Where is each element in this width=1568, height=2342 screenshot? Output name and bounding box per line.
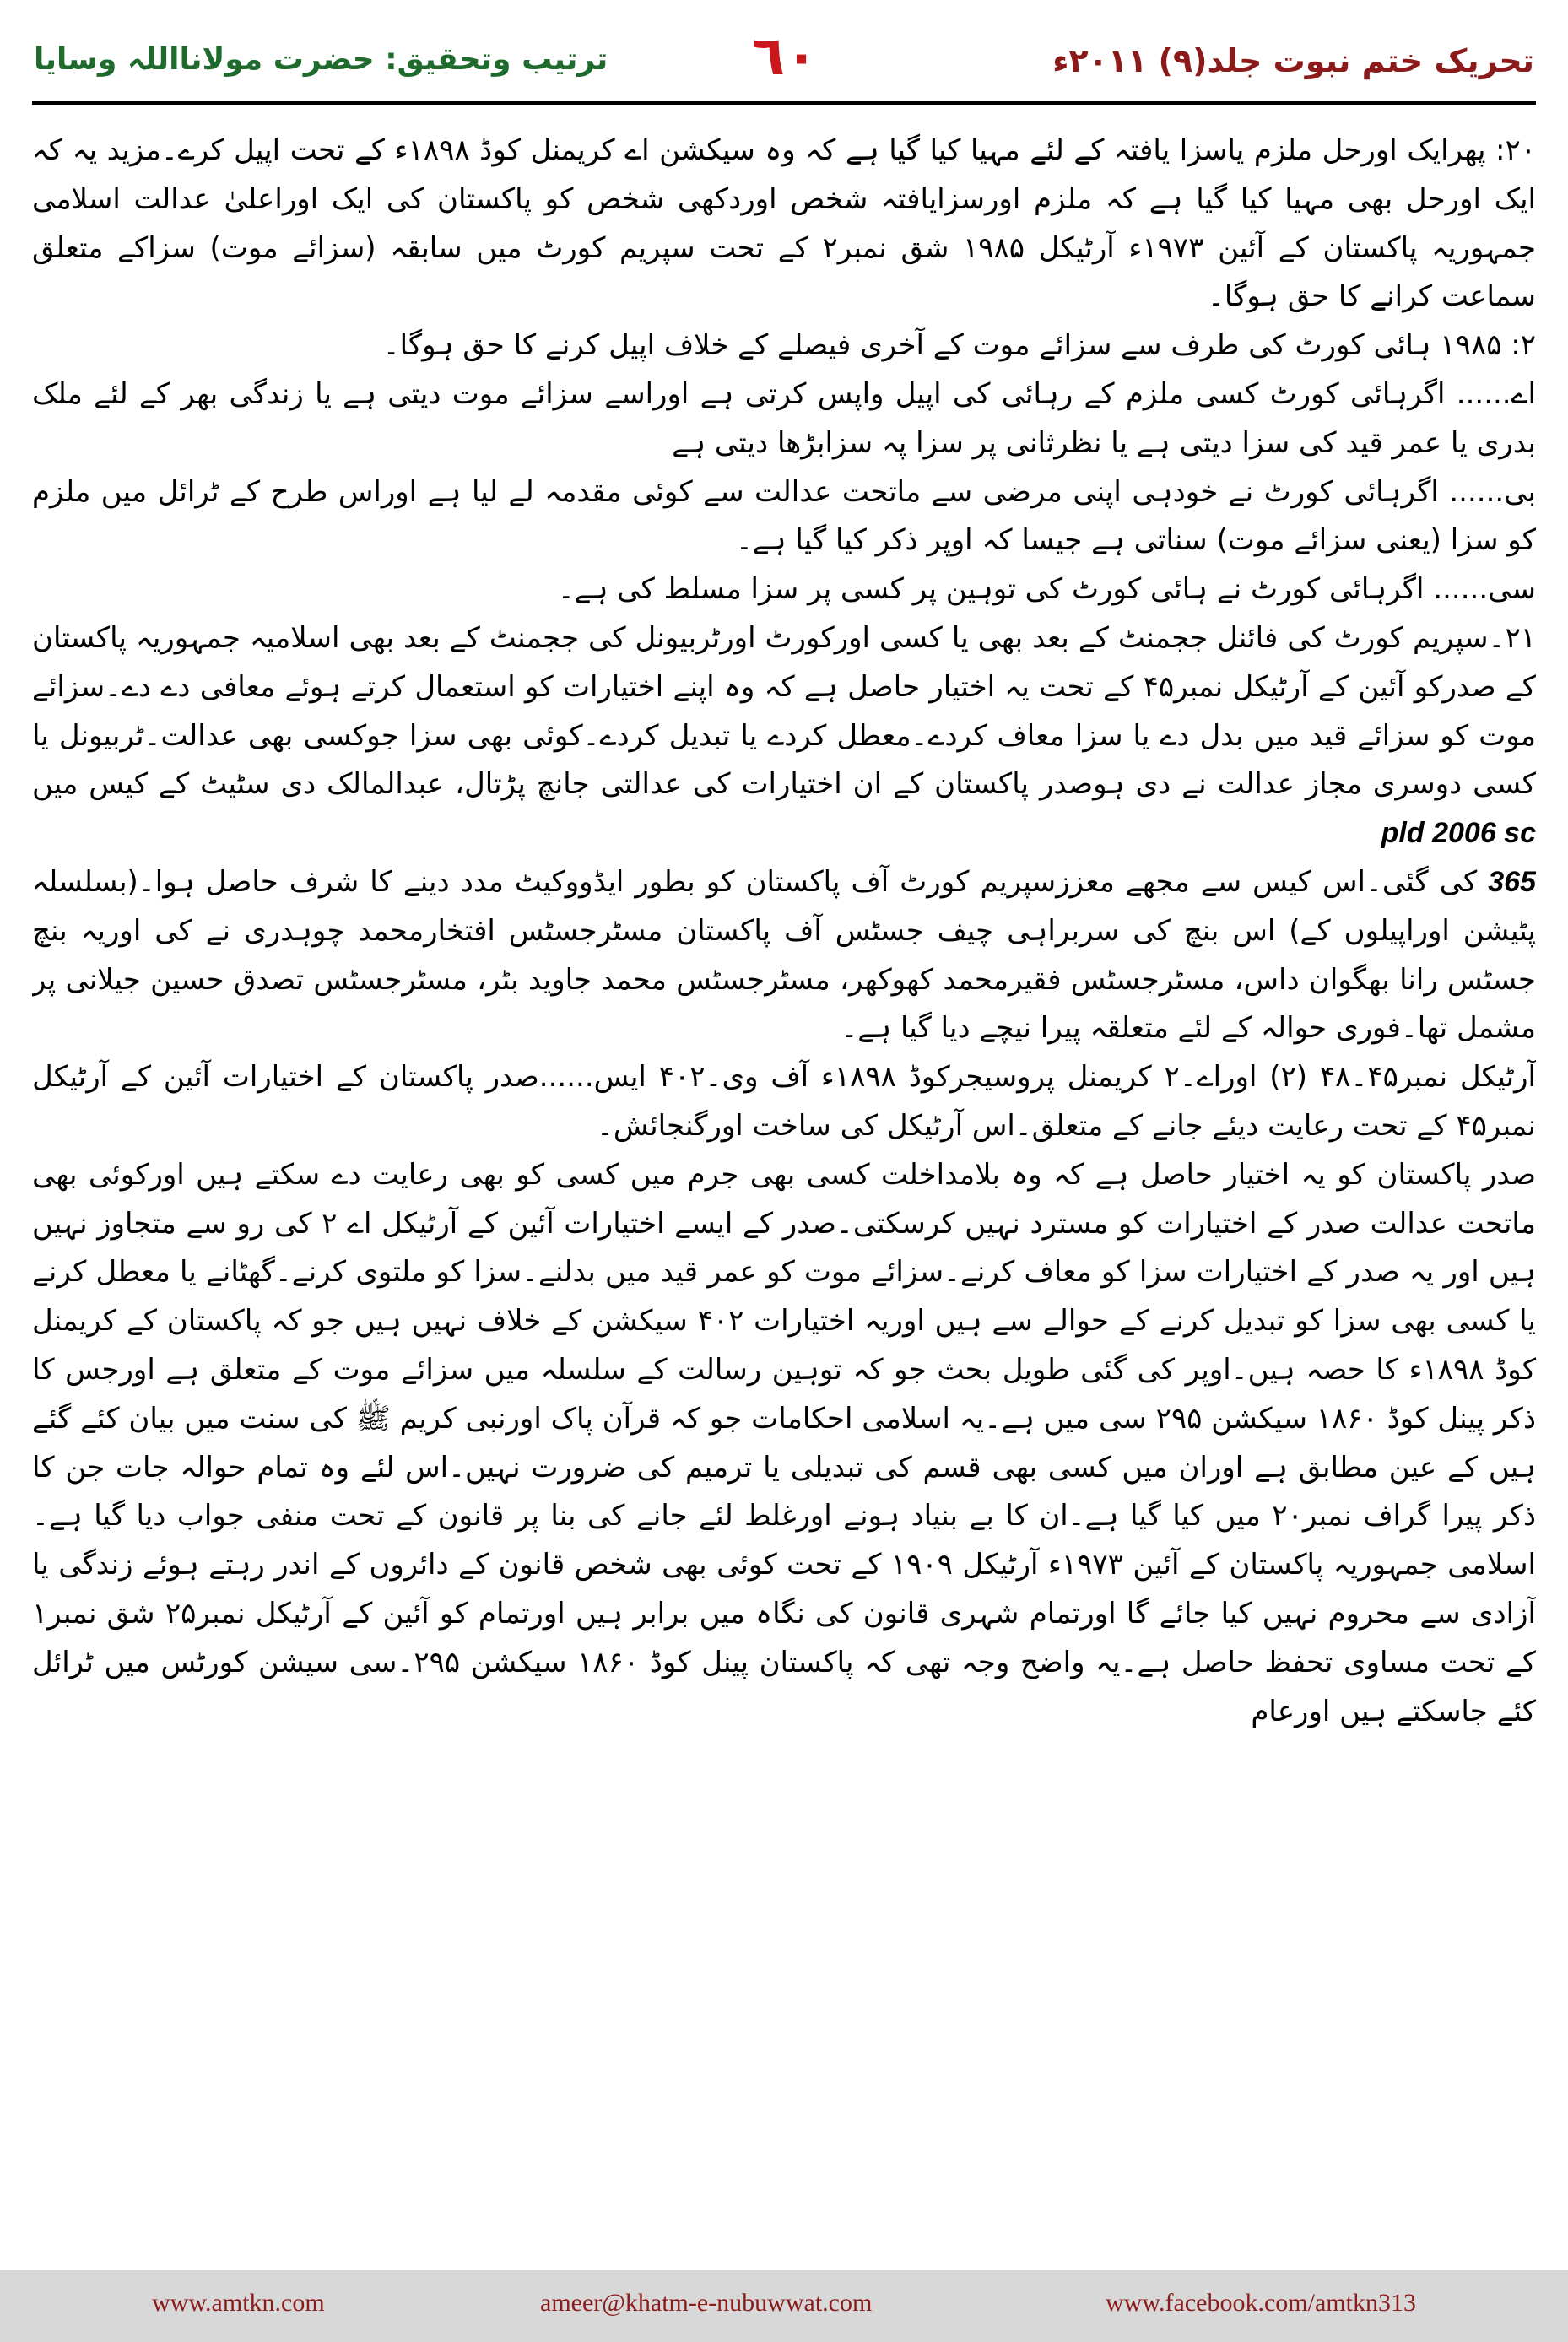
paragraph-2-1985: ۲: ۱۹۸۵ ہائی کورٹ کی طرف سے سزائے موت کے آخری فیصلے کے خلاف اپیل کرنے کا حق ہوگا۔ (382, 328, 1536, 363)
clause-b: بی...... اگرہائی کورٹ نے خودہی اپنی مرضی سے ماتحت عدالت سے کوئی مقدمہ لے لیا ہے اوراس طرح کے ٹرائل میں ملزم کو سزا (یعنی سزائے موت) سناتی ہے جیسا کہ اوپر ذکر کیا گیا ہے۔ (32, 474, 1536, 558)
clause-a: اے...... اگرہائی کورٹ کسی ملزم کے رہائی کی اپیل واپس کرتی ہے اوراسے سزائے موت دیتی ہے یا زندگی بھر کے لئے ملک بدری یا عمر قید کی سزا دیتی ہے یا نظرثانی پر سزا پہ سزابڑھا دیتی ہے (32, 376, 1536, 460)
paragraph-21-cont (32, 858, 1536, 1053)
paragraph-21 (32, 614, 1536, 858)
paragraph-21-text: ۲۱۔سپریم کورٹ کی فائنل ججمنٹ کے بعد بھی یا کسی اورکورٹ اورٹربیونل کی ججمنٹ کے بعد بھی اسلامیہ جمہوریہ پاکستان کے صدرکو آئین کے آرٹیکل نمبر۴۵ کے تحت یہ اختیار حاصل ہے کہ وہ اپنے اختیارات کو استعمال کرتے ہوئے معافی دے دے۔سزائے موت کو سزائے قید میں بدل دے یا سزا معاف کردے۔معطل کردے یا تبدیل کردے۔کوئی بھی سزا جوکسی بھی عدالت۔ٹربیونل یا کسی دوسری مجاز عدالت نے دی ہوصدر پاکستان کے ان اختیارات کی عدالتی جانچ پڑتال، عبدالمالک دی سٹیٹ کے کیس میں (32, 620, 1536, 802)
article-heading: آرٹیکل نمبر۴۵۔۴۸ (۲) اوراے۔۲ کریمنل پروسیجرکوڈ ۱۸۹۸ء آف وی۔۴۰۲ ایس......صدر پاکستان کے اختیارات آئین کے آرٹیکل نمبر۴۵ کے تحت رعایت دیئے جانے کے متعلق۔اس آرٹیکل کی ساخت اورگنجائش۔ (32, 1060, 1536, 1143)
citation-pld: pld 2006 sc (1381, 817, 1536, 850)
compiler-credit: ترتیب وتحقیق: حضرت مولانااللہ وسایا (34, 42, 608, 77)
header-divider (32, 101, 1536, 105)
website-link[interactable]: www.amtkn.com (152, 2289, 325, 2317)
page-footer (0, 2270, 1568, 2342)
book-title: تحریک ختم نبوت جلد(۹) ۲۰۱۱ء (1052, 42, 1534, 79)
email-link[interactable]: ameer@khatm-e-nubuwwat.com (540, 2289, 873, 2317)
paragraph-20: ۲۰: پھرایک اورحل ملزم یاسزا یافتہ کے لئے مہیا کیا گیا ہے کہ وہ سیکشن اے کریمنل کوڈ ۱۸۹۸ء کے تحت اپیل کرے۔مزید یہ کہ ایک اورحل بھی مہیا کیا گیا ہے کہ ملزم اورسزایافتہ شخص اوردکھی شخص کو پاکستان کی ایک اوراعلیٰ عدالت اسلامی جمہوریہ پاکستان کے آئین ۱۹۷۳ء آرٹیکل ۱۹۸۵ شق نمبر۲ کے تحت سپریم کورٹ میں سابقہ (سزائے موت) سزاکے متعلق سماعت کرانے کا حق ہوگا۔ (32, 133, 1536, 314)
facebook-link[interactable]: www.facebook.com/amtkn313 (1106, 2289, 1416, 2317)
citation-number: 365 (1488, 865, 1536, 898)
page-header (0, 0, 1568, 100)
paragraph-president-powers: صدر پاکستان کو یہ اختیار حاصل ہے کہ وہ بلامداخلت کسی بھی جرم میں کسی کو بھی رعایت دے سکتے ہیں اورکوئی بھی ماتحت عدالت صدر کے اختیارات کو مسترد نہیں کرسکتی۔صدر کے ایسے اختیارات آئین کے آرٹیکل اے ۲ کی رو سے متجاوز نہیں ہیں اور یہ صدر کے اختیارات سزا کو معاف کرنے۔سزائے موت کو عمر قید میں بدلنے۔سزا کو ملتوی کرنے۔گھٹانے یا معطل کرنے یا کسی بھی سزا کو تبدیل کرنے کے حوالے سے ہیں اوریہ اختیارات ۴۰۲ سیکشن کے خلاف نہیں ہیں جو کہ پاکستان کے کریمنل کوڈ ۱۸۹۸ء کا حصہ ہیں۔اوپر کی گئی طویل بحث جو کہ توہین رسالت کے سلسلہ میں سزائے موت کے متعلق ہے اورجس کا ذکر پینل کوڈ ۱۸۶۰ سیکشن ۲۹۵ سی میں ہے۔یہ اسلامی احکامات جو کہ قرآن پاک اورنبی کریم ﷺ کی سنت میں بیان کئے گئے ہیں کے عین مطابق ہے اوران میں کسی بھی قسم کی تبدیلی یا ترمیم کی ضرورت نہیں۔اس لئے وہ تمام حوالہ جات جن کا ذکر پیرا گراف نمبر۲۰ میں کیا گیا ہے۔ان کا بے بنیاد ہونے اورغلط لئے جانے کی بنا پر قانون کے تحت منفی جواب دیا گیا ہے۔اسلامی جمہوریہ پاکستان کے آئین ۱۹۷۳ء آرٹیکل ۱۹۰۹ کے تحت کوئی بھی شخص قانون کے دائروں کے اندر رہتے ہوئے زندگی یا آزادی سے محروم نہیں کیا جائے گا اورتمام شہری قانون کی نگاہ میں برابر ہیں اورتمام کو آئین کے آرٹیکل نمبر۲۵ شق نمبر۱ کے تحت مساوی تحفظ حاصل ہے۔یہ واضح وجہ تھی کہ پاکستان پینل کوڈ ۱۸۶۰ سیکشن ۲۹۵۔سی سیشن کورٹس میں ٹرائل کئے جاسکتے ہیں اورعام (32, 1157, 1536, 1728)
paragraph-21-cont-text: کی گئی۔اس کیس سے مجھے معززسپریم کورٹ آف پاکستان کو بطور ایڈووکیٹ مدد دینے کا شرف حاصل ہوا۔(بسلسلہ پٹیشن اوراپیلوں کے) اس بنچ کی سربراہی چیف جسٹس آف پاکستان مسٹرجسٹس افتخارمحمد چوہدری نے کی اوریہ بنچ جسٹس رانا بھگوان داس، مسٹرجسٹس فقیرمحمد کھوکھر، مسٹرجسٹس محمد جاوید بٹر، مسٹرجسٹس تصدق حسین جیلانی پر مشمل تھا۔فوری حوالہ کے لئے متعلقہ پیرا نیچے دیا گیا ہے۔ (32, 864, 1536, 1046)
clause-c: سی...... اگرہائی کورٹ نے ہائی کورٹ کی توہین پر کسی پر سزا مسلط کی ہے۔ (557, 572, 1536, 607)
page-number: ٦٠ (751, 25, 819, 88)
article-body (32, 127, 1536, 2253)
